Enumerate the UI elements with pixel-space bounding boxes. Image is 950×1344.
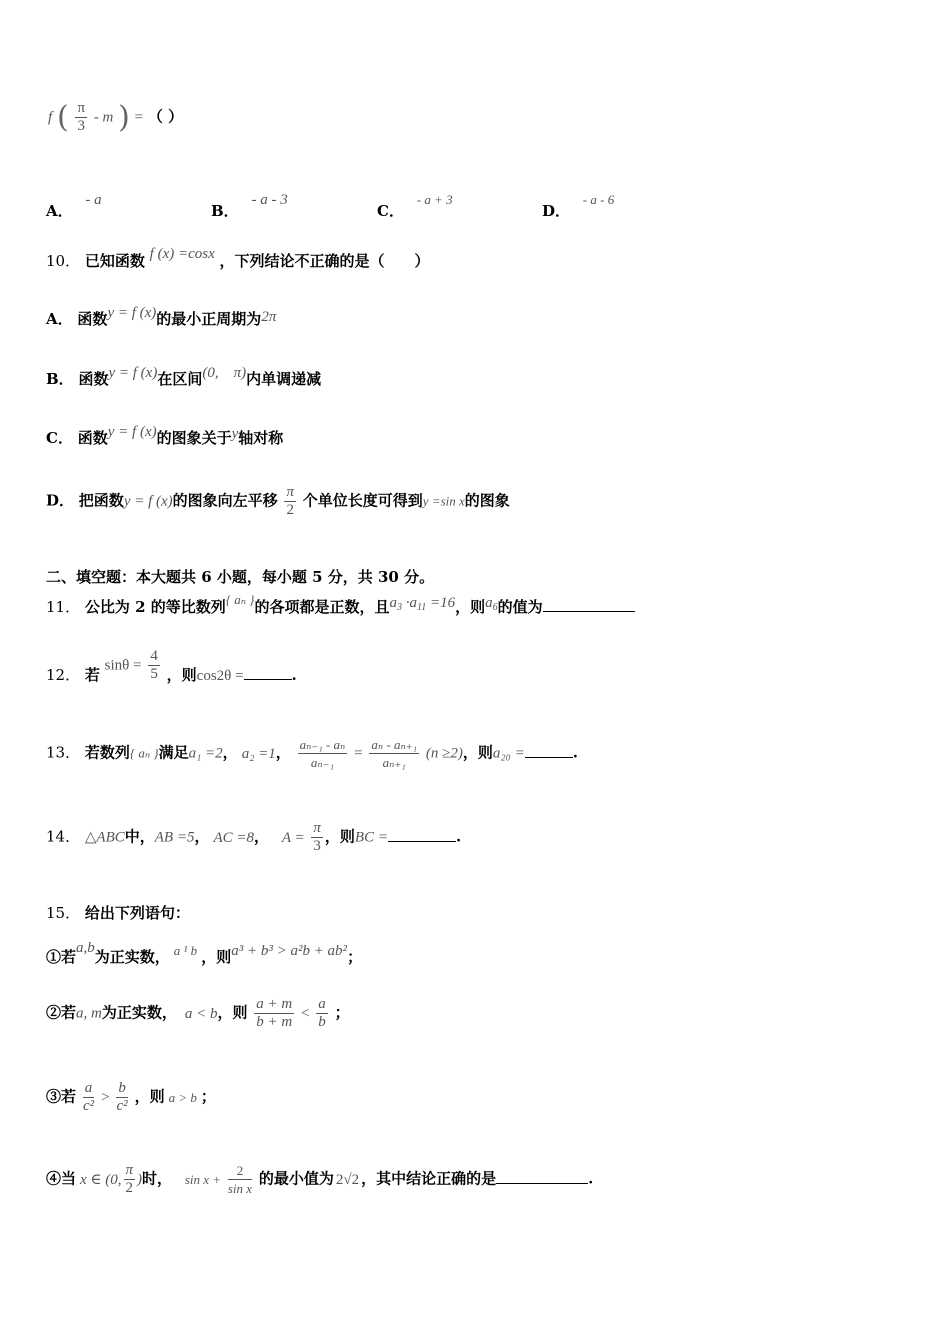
option-expr: y =sin x bbox=[422, 493, 465, 509]
frac-num: a + m bbox=[256, 996, 293, 1012]
q11-expr-3 bbox=[485, 595, 498, 611]
q14-expr: A = bbox=[281, 829, 305, 846]
frac-den: sin x bbox=[227, 1181, 253, 1196]
option-expr: 2π bbox=[261, 309, 277, 325]
q10-stem bbox=[46, 246, 430, 271]
option-letter: D． bbox=[46, 491, 75, 510]
statement-fraction-1 bbox=[254, 996, 294, 1031]
question-number: 15． bbox=[46, 904, 81, 922]
frac-den: 2 bbox=[286, 502, 294, 518]
option-expr: y = f (x) bbox=[123, 493, 173, 510]
frac-num: a bbox=[84, 1080, 93, 1096]
q15-statement-3 bbox=[46, 1080, 216, 1115]
q13-expr: a₂ =1 bbox=[241, 745, 276, 762]
q13-expr: { aₙ } bbox=[129, 745, 159, 761]
q11-text: 公比为 2 的等比数列 bbox=[84, 598, 226, 616]
q12-expr: sinθ = bbox=[104, 657, 142, 674]
q11-a: ·a bbox=[405, 595, 417, 611]
statement-text: . bbox=[588, 1169, 594, 1188]
q9-f: f bbox=[48, 109, 53, 126]
frac-num: 4 bbox=[150, 648, 158, 664]
statement-expr: a < b bbox=[184, 1005, 218, 1022]
q9-frac-den: 3 bbox=[77, 118, 85, 134]
q11-expr-2 bbox=[389, 595, 455, 611]
statement-text: 为正实数， bbox=[94, 948, 170, 966]
question-number: 13． bbox=[46, 743, 81, 762]
statement-text: ； bbox=[200, 1087, 216, 1106]
q13-fraction-1 bbox=[298, 736, 348, 771]
q13-text: 满足 bbox=[158, 743, 189, 762]
option-text: 内单调递减 bbox=[246, 370, 322, 388]
q9-expression bbox=[48, 100, 183, 152]
frac-den: 5 bbox=[150, 666, 158, 682]
q14-expr: △ABC bbox=[84, 829, 125, 846]
option-value: - a bbox=[85, 192, 102, 208]
statement-text: ； bbox=[334, 1003, 350, 1022]
q14-expr: BC = bbox=[354, 829, 388, 846]
option-letter: A． bbox=[46, 202, 73, 220]
statement-expr: 2√2 bbox=[335, 1171, 360, 1188]
option-text: 的最小正周期为 bbox=[156, 310, 262, 328]
question-number: 11． bbox=[46, 598, 81, 616]
frac-num: aₙ₋₁ - aₙ bbox=[299, 737, 346, 752]
statement-text: ，则 bbox=[217, 1003, 248, 1022]
statement-mark: ②若 bbox=[46, 1003, 77, 1022]
statement-expr: a,b bbox=[76, 940, 95, 956]
q11-text: 的各项都是正数，且 bbox=[254, 598, 390, 616]
option-letter: B． bbox=[211, 202, 239, 220]
statement-mark: ③若 bbox=[46, 1087, 77, 1106]
frac-num: a bbox=[318, 996, 326, 1012]
frac-num: π bbox=[286, 484, 294, 500]
q11-a: a bbox=[389, 595, 397, 611]
q12-text: . bbox=[291, 665, 297, 684]
frac-num: π bbox=[125, 1162, 134, 1178]
option-text: 把函数 bbox=[78, 491, 124, 510]
option-text: 函数 bbox=[78, 370, 109, 388]
question-number: 10． bbox=[46, 252, 81, 270]
statement-expr: a, m bbox=[76, 1005, 102, 1022]
frac-den: aₙ₋₁ bbox=[310, 755, 335, 770]
frac-num: π bbox=[313, 820, 321, 836]
option-text: 的图象 bbox=[464, 491, 510, 510]
option-letter: C． bbox=[46, 429, 73, 447]
answer-blank[interactable] bbox=[388, 827, 456, 842]
frac-den: aₙ₊₁ bbox=[382, 755, 406, 770]
q14-text: ，则 bbox=[324, 827, 355, 846]
q10-option-a bbox=[46, 305, 277, 329]
q13-text: ，则 bbox=[462, 743, 493, 762]
q14-text: . bbox=[455, 827, 462, 846]
q9-eq: = bbox=[134, 109, 144, 126]
option-text: 函数 bbox=[77, 429, 108, 447]
q14-text: ， bbox=[254, 827, 270, 846]
statement-text: 的最小值为 bbox=[258, 1169, 334, 1188]
question-number: 12． bbox=[46, 665, 81, 684]
option-letter: C． bbox=[377, 202, 404, 220]
frac-num: b bbox=[118, 1080, 126, 1096]
q15-statement-2 bbox=[46, 996, 350, 1031]
q10-expr: f (x) =cosx bbox=[149, 246, 215, 262]
statement-expr: x ∈ (0, bbox=[80, 1171, 122, 1188]
option-letter: A． bbox=[46, 310, 73, 328]
option-value: - a - 6 bbox=[582, 192, 615, 207]
section-title: 二、填空题：本大题共 6 小题，每小题 5 分，共 30 分。 bbox=[46, 568, 435, 586]
frac-den: 2 bbox=[125, 1180, 134, 1196]
q11 bbox=[46, 592, 635, 618]
q11-sub: 11 bbox=[416, 602, 427, 613]
q14-expr: AC =8 bbox=[213, 829, 255, 846]
answer-blank[interactable] bbox=[244, 665, 292, 680]
option-text: 函数 bbox=[77, 310, 108, 328]
q13-condition: (n ≥2) bbox=[425, 745, 463, 762]
q11-sub: 6 bbox=[492, 602, 498, 613]
q9-frac-num: π bbox=[77, 100, 86, 116]
statement-mark: ①若 bbox=[46, 948, 77, 966]
q14-text: ， bbox=[194, 827, 210, 846]
option-value: - a - 3 bbox=[251, 192, 288, 208]
q11-eq: =16 bbox=[429, 595, 456, 611]
statement-fraction-2 bbox=[228, 1162, 252, 1197]
option-text: 的图象关于 bbox=[156, 429, 232, 447]
q14 bbox=[46, 820, 461, 855]
q9-option-c bbox=[377, 188, 453, 220]
q9-fraction bbox=[75, 100, 87, 135]
q13-text: ， bbox=[275, 743, 291, 762]
q9-right-paren: ) bbox=[118, 100, 130, 135]
q9-minus-m: - m bbox=[93, 109, 114, 126]
statement-fraction-1 bbox=[83, 1080, 95, 1115]
q13-expr: a₂₀ = bbox=[492, 745, 525, 762]
q12-fraction bbox=[148, 648, 160, 683]
statement-text: ； bbox=[347, 948, 363, 966]
q9-option-a bbox=[46, 188, 102, 220]
q11-text: 的值为 bbox=[497, 598, 543, 616]
option-expr: y bbox=[231, 426, 239, 442]
statement-fraction-2 bbox=[116, 1080, 128, 1115]
q11-sub: 3 bbox=[396, 602, 402, 613]
q11-expr: { aₙ } bbox=[225, 592, 255, 607]
q14-text: 中， bbox=[124, 827, 155, 846]
statement-text: 时， bbox=[142, 1169, 173, 1188]
q9-answer-paren: （ ） bbox=[147, 107, 184, 126]
frac-num: 2 bbox=[228, 1162, 252, 1180]
q9-option-d bbox=[542, 188, 615, 220]
statement-mark: ④当 bbox=[46, 1169, 77, 1188]
q10-option-b bbox=[46, 365, 322, 389]
frac-den: b + m bbox=[256, 1014, 293, 1030]
q9-option-b bbox=[211, 188, 288, 220]
option-text: 轴对称 bbox=[238, 429, 284, 447]
q11-a: a bbox=[485, 595, 493, 611]
q9-left-paren: ( bbox=[56, 100, 69, 135]
q13-fraction-2 bbox=[369, 736, 419, 771]
statement-text: 为正实数， bbox=[101, 1003, 177, 1022]
q13-eq: = bbox=[354, 745, 363, 762]
frac-den: c² bbox=[82, 1098, 95, 1114]
answer-blank[interactable] bbox=[543, 597, 635, 612]
q15-statement-1 bbox=[46, 940, 363, 967]
q12-text: ，则 bbox=[166, 665, 197, 684]
statement-text: ，则 bbox=[134, 1087, 165, 1106]
option-letter: B． bbox=[46, 370, 74, 388]
answer-blank[interactable] bbox=[496, 1169, 588, 1184]
q14-expr: AB =5 bbox=[154, 829, 195, 846]
q10-text-b: ，下列结论不正确的是（ ） bbox=[219, 252, 430, 270]
q11-text: ，则 bbox=[455, 598, 486, 616]
option-fraction bbox=[284, 484, 296, 519]
option-text: 在区间 bbox=[157, 370, 203, 388]
q12-expr-2: cos2θ = bbox=[196, 667, 244, 684]
q14-fraction bbox=[311, 820, 323, 855]
frac-den: b bbox=[318, 1014, 326, 1030]
frac-den: c² bbox=[116, 1098, 128, 1114]
option-text: 的图象向左平移 bbox=[172, 491, 278, 510]
q13-expr: a₁ =2 bbox=[188, 745, 223, 762]
q13-text: 若数列 bbox=[84, 743, 130, 762]
statement-text: ，则 bbox=[201, 948, 232, 966]
q10-option-d bbox=[46, 484, 510, 519]
option-letter: D． bbox=[542, 202, 571, 220]
statement-expr: sin x + bbox=[184, 1171, 222, 1187]
option-expr: y = f (x) bbox=[107, 305, 157, 321]
answer-blank[interactable] bbox=[525, 743, 573, 758]
frac-den: 3 bbox=[313, 838, 321, 854]
q13 bbox=[46, 736, 578, 771]
statement-expr: a ¹ b bbox=[173, 943, 198, 958]
q15-statement-4 bbox=[46, 1162, 593, 1197]
statement-expr: a > b bbox=[168, 1089, 197, 1105]
q13-text: . bbox=[572, 743, 578, 762]
q12-text: 若 bbox=[84, 665, 100, 684]
statement-gt: > bbox=[101, 1089, 110, 1106]
q12 bbox=[46, 648, 297, 683]
statement-fraction-1 bbox=[124, 1162, 136, 1197]
option-expr: (0, π) bbox=[202, 365, 247, 381]
option-expr: y = f (x) bbox=[108, 365, 158, 381]
statement-text: ，其中结论正确的是 bbox=[361, 1169, 497, 1188]
question-number: 14． bbox=[46, 827, 81, 846]
statement-fraction-2 bbox=[316, 996, 328, 1031]
q10-option-c bbox=[46, 424, 284, 448]
q15-stem bbox=[46, 902, 190, 923]
statement-expr: a³ + b³ > a²b + ab² bbox=[231, 943, 348, 959]
option-value: - a + 3 bbox=[416, 192, 453, 207]
q15-title: 给出下列语句： bbox=[84, 904, 190, 922]
statement-lt: < bbox=[301, 1005, 310, 1022]
option-expr: y = f (x) bbox=[107, 424, 157, 440]
option-text: 个单位长度可得到 bbox=[302, 491, 423, 510]
statement-expr: ) bbox=[137, 1171, 143, 1188]
q10-text: 已知函数 bbox=[84, 252, 145, 270]
q13-text: ， bbox=[222, 743, 238, 762]
frac-num: aₙ - aₙ₊₁ bbox=[371, 737, 418, 752]
